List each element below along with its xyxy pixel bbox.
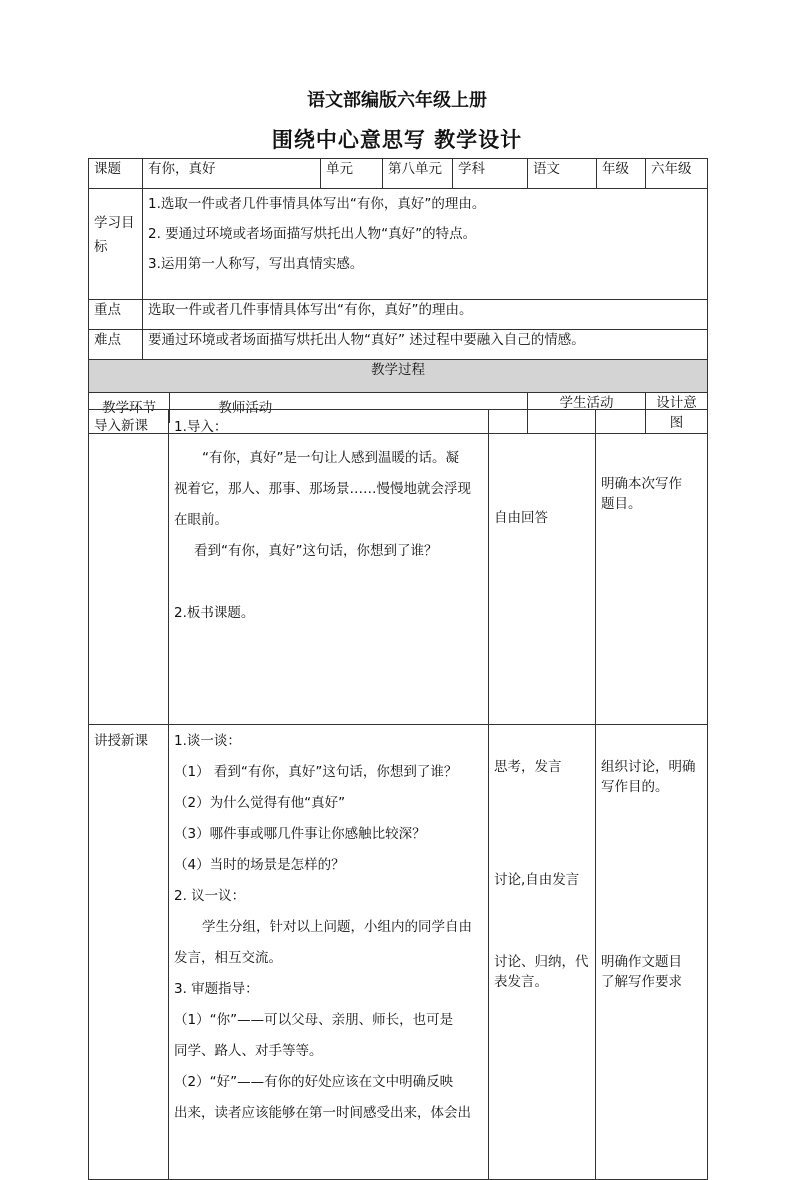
teach-stage: 讲授新课: [89, 725, 169, 1180]
intro-intent: [596, 410, 708, 725]
intro-line: 看到“有你，真好”这句话，你想到了谁？: [194, 543, 438, 559]
subject-label: 学科: [453, 159, 528, 189]
col-intent: 设计意图: [646, 393, 708, 434]
teach-intent-line: 了解写作要求: [601, 974, 682, 990]
intro-line: 视着它，那人、那事、那场景……慢慢地就会浮现: [174, 481, 471, 497]
intro-line: 1.导入：: [174, 419, 228, 435]
difficulty-label: 难点: [89, 330, 143, 360]
subject-value: 语文: [528, 159, 597, 189]
intro-student: 自由回答: [489, 410, 596, 725]
goals-label: [89, 189, 143, 300]
intro-line: 2.板书课题。: [174, 605, 255, 621]
teach-student-line: 讨论,自由发言: [494, 872, 580, 888]
document-title: 语文部编版六年级上册: [307, 90, 487, 111]
key-point-label: 重点: [89, 300, 143, 330]
goal-item: 3.运用第一人称写，写出真情实感。: [148, 256, 364, 272]
key-point-text: 选取一件或者几件事情具体写出“有你，真好”的理由。: [143, 300, 708, 330]
col-teacher: 教师活动: [218, 400, 273, 416]
teach-line: 2. 议一议：: [174, 888, 246, 904]
teach-student-line: 讨论、归纳，代: [494, 954, 589, 970]
document-subtitle: 围绕中心意思写 教学设计: [271, 127, 523, 152]
teach-line: 出来，读者应该能够在第一时间感受出来，体会出: [174, 1105, 471, 1121]
topic-value: 有你，真好: [143, 159, 321, 189]
info-row: [89, 159, 708, 189]
intro-line: 在眼前。: [174, 512, 228, 528]
teach-line: （4）当时的场景是怎样的？: [174, 857, 345, 873]
grade-value: 六年级: [646, 159, 708, 189]
teach-student-line: 思考，发言: [494, 759, 562, 775]
teach-intent-line: 组织讨论，明确: [601, 759, 696, 775]
difficulty-text: 要通过环境或者场面描写烘托出人物“真好” 述过程中要融入自己的情感。: [143, 330, 708, 360]
teach-line: 同学、路人、对手等等。: [174, 1043, 323, 1059]
unit-label: 单元: [321, 159, 383, 189]
process-table: [88, 409, 708, 1180]
col-stage: 教学环节: [89, 393, 170, 423]
process-band-row: [89, 360, 708, 393]
intro-teacher: [169, 410, 489, 725]
topic-label: 课题: [89, 159, 143, 189]
goals-list: [143, 189, 708, 300]
key-point-row: [89, 300, 708, 330]
teach-intent-line: 写作目的。: [601, 779, 669, 795]
difficulty-row: [89, 330, 708, 360]
grade-label: 年级: [597, 159, 646, 189]
intro-stage: 导入新课: [89, 410, 169, 725]
lesson-plan-table: [88, 158, 708, 434]
intro-intent-line: 明确本次写作: [601, 476, 682, 492]
teach-line: 发言，相互交流。: [174, 950, 282, 966]
goals-label-text: 学习目标: [94, 215, 135, 255]
teach-line: （3）哪件事或哪几件事让你感触比较深？: [174, 826, 426, 842]
teach-student-line: 表发言。: [494, 974, 548, 990]
goal-item: 1.选取一件或者几件事情具体写出“有你，真好”的理由。: [148, 196, 486, 212]
teach-intent: [596, 725, 708, 1180]
goals-row: [89, 189, 708, 300]
process-band: 教学过程: [89, 360, 708, 393]
teach-teacher: [169, 725, 489, 1180]
teach-line: 学生分组，针对以上问题，小组内的同学自由: [202, 919, 472, 935]
goal-item: 2. 要通过环境或者场面描写烘托出人物“真好”的特点。: [148, 226, 477, 242]
intro-intent-line: 题目。: [601, 496, 642, 512]
teach-row: [89, 725, 708, 1180]
teach-line: 1.谈一谈：: [174, 733, 241, 749]
intro-line: “有你，真好”是一句让人感到温暖的话。凝: [202, 450, 459, 466]
teach-line: （1） 看到“有你，真好”这句话，你想到了谁？: [174, 764, 458, 780]
intro-row: [89, 410, 708, 725]
teach-student: [489, 725, 596, 1180]
teach-intent-line: 明确作文题目: [601, 954, 682, 970]
unit-value: 第八单元: [383, 159, 453, 189]
col-student: 学生活动: [528, 393, 646, 434]
teach-line: 3. 审题指导：: [174, 981, 259, 997]
teach-line: （2）为什么觉得有他“真好”: [174, 795, 346, 811]
teach-line: （1）“你”——可以父母、亲朋、师长，也可是: [174, 1012, 454, 1028]
teach-line: （2）“好”——有你的好处应该在文中明确反映: [174, 1074, 454, 1090]
